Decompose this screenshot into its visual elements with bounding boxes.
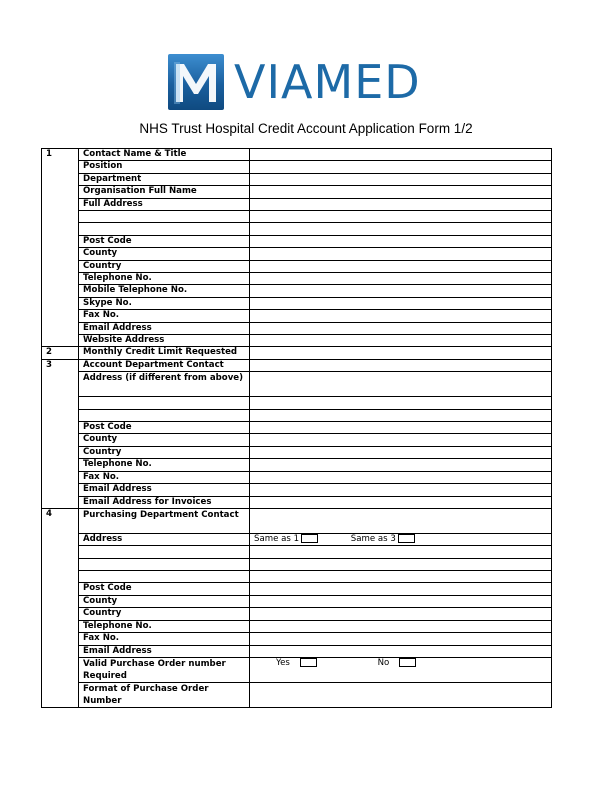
title-form-number: Form 1/2 [418,121,473,136]
field-input[interactable] [250,186,552,198]
field-label: Skype No. [79,297,250,309]
viamed-logo-mark [168,54,224,110]
field-input[interactable] [250,496,552,508]
purchase-order-required-options [250,657,552,682]
field-input[interactable] [250,571,552,583]
field-label: Mobile Telephone No. [79,285,250,297]
field-label: Contact Name & Title [79,149,250,161]
field-input[interactable] [250,422,552,434]
address-same-as-options [250,533,552,545]
field-label: Post Code [79,583,250,595]
field-label: Account Department Contact [79,359,250,371]
field-input[interactable] [250,608,552,620]
field-label: Purchasing Department Contact [79,508,250,533]
field-input[interactable] [250,211,552,223]
field-input[interactable] [250,273,552,285]
field-label: Telephone No. [79,273,250,285]
field-input[interactable] [250,235,552,247]
field-label: Email Address for Invoices [79,496,250,508]
field-input[interactable] [250,620,552,632]
field-input[interactable] [250,446,552,458]
field-input[interactable] [250,260,552,272]
no-checkbox[interactable] [399,658,416,667]
field-label: Address [79,533,250,545]
field-input[interactable] [250,347,552,359]
field-label [79,397,250,409]
field-input[interactable] [250,322,552,334]
field-input[interactable] [250,484,552,496]
same-as-1-label: Same as 1 [254,533,300,544]
field-label: Email Address [79,322,250,334]
field-label: County [79,248,250,260]
section-number: 2 [42,347,79,359]
field-input[interactable] [250,459,552,471]
field-label: Country [79,260,250,272]
field-label [79,211,250,223]
field-input[interactable] [250,633,552,645]
brand-name: VIAMED [234,55,421,109]
field-input[interactable] [250,546,552,558]
viamed-logo [168,54,446,110]
field-label: Email Address [79,484,250,496]
field-input[interactable] [250,335,552,347]
field-label [79,409,250,421]
field-label: Telephone No. [79,459,250,471]
same-as-3-checkbox[interactable] [398,534,415,543]
section-number: 1 [42,149,79,161]
field-label: Fax No. [79,471,250,483]
field-label: Post Code [79,235,250,247]
no-label: No [377,657,390,668]
yes-checkbox[interactable] [300,658,317,667]
field-label: Country [79,446,250,458]
field-input[interactable] [250,285,552,297]
field-label: Telephone No. [79,620,250,632]
field-label: Address (if different from above) [79,372,250,397]
field-label: Valid Purchase Order number Required [79,657,250,682]
field-label: Fax No. [79,310,250,322]
field-label [79,558,250,570]
field-label: Email Address [79,645,250,657]
field-label: Country [79,608,250,620]
field-input[interactable] [250,471,552,483]
field-input[interactable] [250,359,552,371]
field-input[interactable] [250,595,552,607]
form-row [42,149,552,161]
field-input[interactable] [250,149,552,161]
field-input[interactable] [250,397,552,409]
field-input[interactable] [250,508,552,533]
field-label: Format of Purchase Order Number [79,682,250,707]
field-label: Position [79,161,250,173]
field-label [79,546,250,558]
field-input[interactable] [250,645,552,657]
field-input[interactable] [250,198,552,210]
field-input[interactable] [250,173,552,185]
field-label: Full Address [79,198,250,210]
section-number: 4 [42,508,79,533]
field-input[interactable] [250,558,552,570]
field-label [79,223,250,235]
field-input[interactable] [250,310,552,322]
same-as-3-label: Same as 3 [350,533,396,544]
field-label: County [79,595,250,607]
section-number: 3 [42,359,79,371]
field-input[interactable] [250,434,552,446]
field-input[interactable] [250,583,552,595]
application-form [41,148,552,708]
field-label: Post Code [79,422,250,434]
field-label: Website Address [79,335,250,347]
field-label: Fax No. [79,633,250,645]
yes-label: Yes [276,657,290,668]
field-label: Organisation Full Name [79,186,250,198]
field-input[interactable] [250,372,552,397]
field-label: Department [79,173,250,185]
page-title [0,121,612,136]
field-label: Monthly Credit Limit Requested [79,347,250,359]
field-input[interactable] [250,409,552,421]
field-input[interactable] [250,682,552,707]
title-main: NHS Trust Hospital Credit Account Application [139,121,415,136]
field-input[interactable] [250,223,552,235]
field-input[interactable] [250,248,552,260]
field-label [79,571,250,583]
field-input[interactable] [250,161,552,173]
same-as-1-checkbox[interactable] [301,534,318,543]
field-input[interactable] [250,297,552,309]
field-label: County [79,434,250,446]
